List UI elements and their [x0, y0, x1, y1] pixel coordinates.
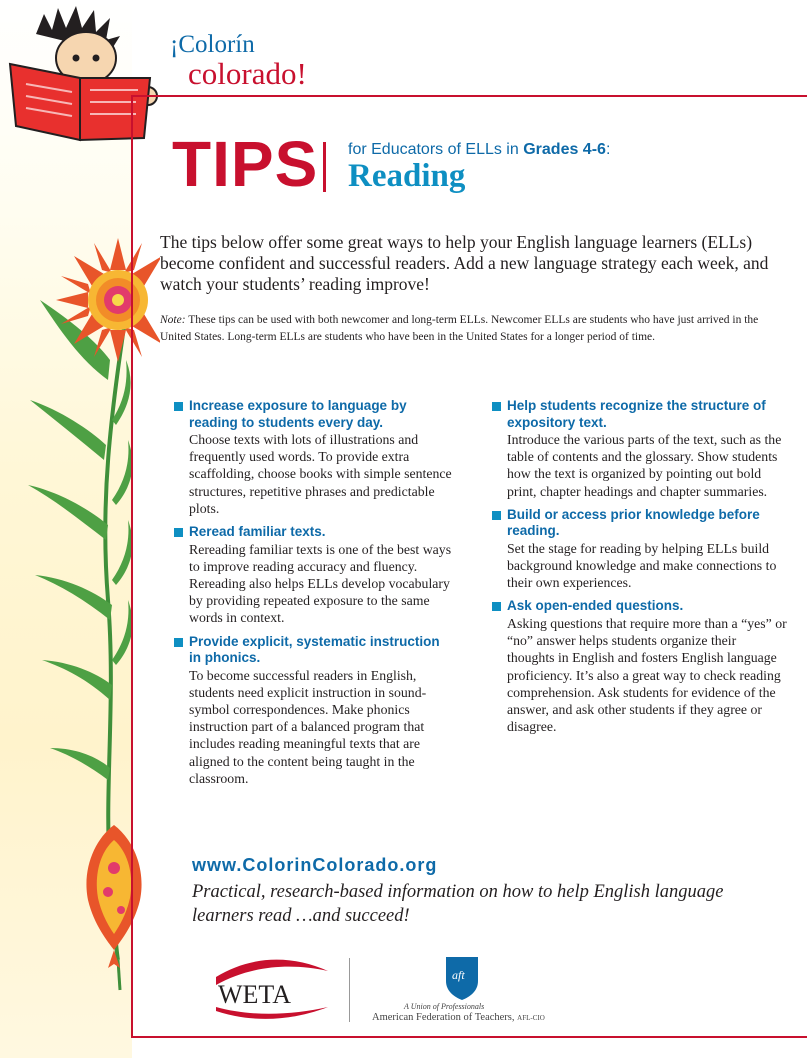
weta-logo-text: WETA [218, 980, 291, 1009]
weta-logo [212, 955, 332, 1025]
aft-shield-logo [444, 955, 480, 1001]
tip-body: Introduce the various parts of the text, such as the table of contents and the glossary. Show students how the text is organized by pointing out bold print, chapter headings and chapter summaries. [507, 432, 782, 499]
tip-heading: Ask open-ended questions. [507, 598, 684, 614]
tip-body: To become successful readers in English, students need explicit instruction in sound-symbol correspondences. Make phonics instruction part of a balanced program that includes reading meaningful texts that are aligned to the content being taught in the classroom. [189, 667, 427, 786]
bullet-square-icon [174, 402, 183, 411]
tip-item [492, 507, 787, 592]
note-text: These tips can be used with both newcomer and long-term ELLs. Newcomer ELLs are students who have just arrived in the United States. Long-term ELLs are students who have been in the United States for a longer period of time. [160, 314, 759, 343]
tip-item [492, 598, 787, 735]
aft-union-text: A Union of Professionals [404, 1002, 485, 1011]
tip-heading: Build or access prior knowledge before reading. [507, 506, 760, 539]
aft-name: American Federation of Teachers, [372, 1012, 515, 1023]
tip-body: Set the stage for reading by helping ELLs build background knowledge and make connections to their own experiences. [507, 540, 777, 591]
frame-left-rule [131, 95, 133, 1038]
bullet-square-icon [492, 511, 501, 520]
flower-vine-illustration [0, 0, 160, 1058]
tips-column-left [174, 398, 454, 794]
footer-divider [349, 958, 350, 1022]
tip-body: Rereading familiar texts is one of the best ways to improve reading accuracy and fluency. Rereading also helps ELLs develop vocabulary by providing repeated exposure to the same words in context. [189, 541, 452, 626]
bullet-square-icon [174, 528, 183, 537]
subtitle-prefix: for Educators of ELLs in [348, 141, 519, 158]
tip-heading: Reread familiar texts. [189, 524, 326, 540]
tips-column-right [492, 398, 787, 742]
note-label: Note: [160, 314, 186, 326]
title-topic: Reading [348, 158, 466, 194]
subtitle-grades: Grades 4-6 [523, 141, 606, 158]
website-url: www.ColorinColorado.org [192, 855, 438, 875]
tip-item [174, 634, 454, 787]
tip-heading: Increase exposure to language by reading to students every day. [189, 398, 407, 430]
aft-logo-text: aft [452, 968, 465, 982]
tagline: Practical, research-based information on how to help English language learners read …and succeed! [192, 882, 724, 926]
tip-body: Choose texts with lots of illustrations and frequently used words. To provide extra scaffolding, choose books with simple sentence structures, repetitive phrases and predictable plots. [189, 432, 452, 516]
tip-item [174, 524, 454, 627]
tip-body: Asking questions that require more than a “yes” or “no” answer helps students organize their thoughts in English and fosters English language proficiency. It’s also a great way to check reading comprehension. Ask students for evidence of the answer, and ask other students if they agree or disagree. [507, 615, 787, 735]
aft-name-text [372, 1012, 545, 1023]
title-divider [323, 142, 326, 192]
note-paragraph [160, 312, 790, 346]
logo-text-line1: ¡Colorín [170, 31, 255, 58]
bullet-square-icon [492, 402, 501, 411]
bullet-square-icon [174, 638, 183, 647]
tip-heading: Provide explicit, systematic instruction in phonics. [189, 633, 440, 666]
logo-text-line2: colorado! [188, 56, 307, 91]
title-subtitle [348, 141, 610, 159]
bullet-square-icon [492, 602, 501, 611]
page-title: TIPS [172, 128, 319, 200]
frame-top-rule [132, 95, 807, 97]
frame-bottom-rule [131, 1036, 807, 1038]
tip-item [492, 398, 787, 500]
tip-item [174, 398, 454, 517]
tip-heading: Help students recognize the structure of expository text. [507, 398, 766, 430]
subtitle-suffix: : [605, 141, 611, 158]
aft-suffix: AFL-CIO [517, 1014, 545, 1022]
intro-paragraph: The tips below offer some great ways to help your English language learners (ELLs) become confident and successful readers. Add a new language strategy each week, and watch your students’ reading improve! [160, 232, 769, 294]
